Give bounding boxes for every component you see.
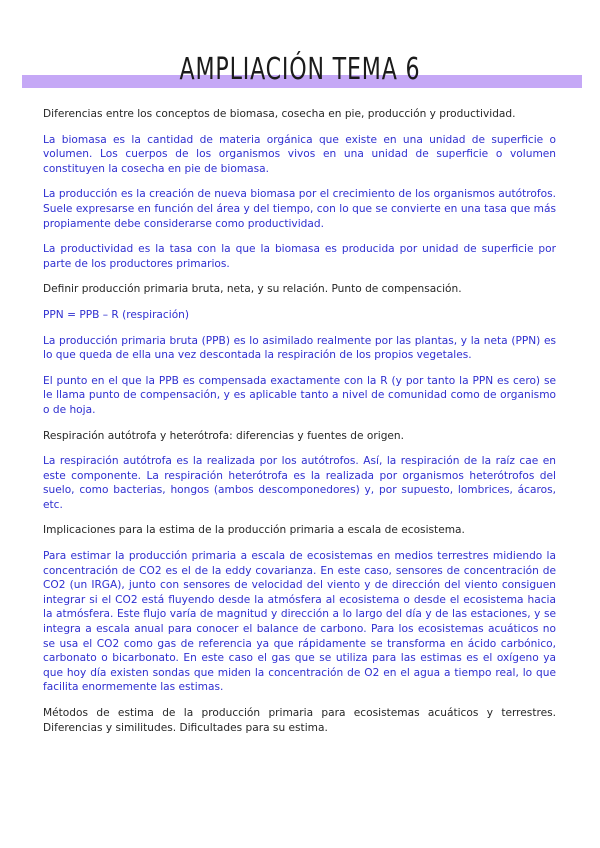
question-methods: Métodos de estima de la producción primaria para ecosistemas acuáticos y terrestres. Diferencias y similitudes. Dificultades para su estima. [43, 707, 556, 734]
answer-ppn-formula: PPN = PPB – R (respiración) [43, 308, 190, 321]
answer-production: La producción es la creación de nueva biomasa por el crecimiento de los organismos autótrofos. Suele expresarse en función del área y del tiempo, con lo que se convierte en una tasa que más propiamente debe considerarse como productividad. [43, 188, 556, 230]
answer-ppb-ppn: La producción primaria bruta (PPB) es lo asimilado realmente por las plantas, y la neta (PPN) es lo que queda de ella una vez descontada la respiración de los propios vegetales. [43, 334, 556, 362]
answer-compensation-point: El punto en el que la PPB es compensada exactamente con la R (y por tanto la PPN es cero) se le llama punto de compensación, y es aplicable tanto a nivel de comunidad como de organismo o de hoja. [43, 374, 556, 416]
answer-productivity: La productividad es la tasa con la que la biomasa es producida por unidad de superficie por parte de los productores primarios. [43, 243, 556, 270]
answer-ecosystem-estimate: Para estimar la producción primaria a escala de ecosistemas en medios terrestres midiendo la concentración de CO2 es el de la eddy covarianza. En este caso, sensores de concentración de CO2 (un IRGA), junto con sensores de velocidad del viento y de dirección del viento consiguen integrar si el CO2 está fluyendo desde la atmósfera al ecosistema o desde el ecosistema hacia la atmósfera. Este flujo varía de magnitud y dirección a lo largo del día y de las estaciones, y se integra a escala anual para conocer el balance de carbono. Para los ecosistemas acuáticos no se usa el CO2 como gas de referencia ya que rápidamente se transforma en ácido carbónico, carbonato o bicarbonato. En este caso el gas que se utiliza para las estimas es el oxígeno ya que hoy día existen sondas que miden la concentración de O2 en el agua a tiempo real, lo que facilita enormemente las estimas. [43, 550, 556, 694]
question-biomass: Diferencias entre los conceptos de biomasa, cosecha en pie, producción y productividad. [43, 108, 516, 120]
question-primary-production: Definir producción primaria bruta, neta, y su relación. Punto de compensación. [43, 283, 462, 296]
document-body [43, 107, 556, 746]
answer-respiration: La respiración autótrofa es la realizada por los autótrofos. Así, la respiración de la raíz cae en este componente. La respiración heterótrofa es la realizada por organismos heterótrofos del suelo, como bacterias, hongos (ambos descomponedores) y, por supuesto, lombrices, ácaros, etc. [43, 455, 556, 511]
answer-biomass: La biomasa es la cantidad de materia orgánica que existe en una unidad de superficie o volumen. Los cuerpos de los organismos vivos en una unidad de superficie o volumen constituyen la cosecha en pie de biomasa. [43, 133, 556, 175]
question-ecosystem-estimate: Implicaciones para la estima de la producción primaria a escala de ecosistema. [43, 524, 465, 537]
page-title: AMPLIACIÓN TEMA 6 [179, 52, 421, 87]
question-respiration: Respiración autótrofa y heterótrofa: diferencias y fuentes de origen. [43, 429, 405, 442]
